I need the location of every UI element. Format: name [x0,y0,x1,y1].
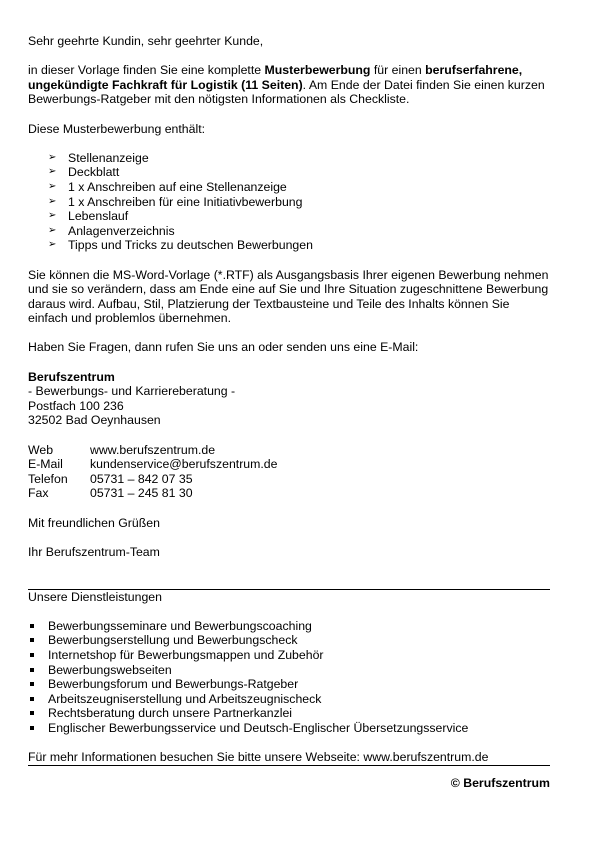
arrow-bullet-icon: ➢ [48,239,57,251]
contents-heading: Diese Musterbewerbung enthält: [28,121,206,136]
services-list-item [28,648,550,663]
square-bullet-icon [30,668,34,672]
intro-bold-2: berufserfahrene, ungekündigte Fachkraft für Logistik (11 Seiten) [28,63,523,92]
square-bullet-icon [30,711,34,715]
contents-item-label: Tipps und Tricks zu deutschen Bewerbungen [68,238,313,253]
contents-item-label: Anlagenverzeichnis [68,223,175,238]
questions-paragraph: Haben Sie Fragen, dann rufen Sie uns an oder senden uns eine E-Mail: [28,340,419,355]
contents-list-item [48,195,550,210]
services-list-item [28,706,550,721]
contents-list-item [48,151,550,166]
intro-text-1: in dieser Vorlage finden Sie eine komplette [28,63,265,78]
contact-value: www.berufszentrum.de [90,442,216,457]
copyright: © Berufszentrum [450,775,550,790]
intro-text-3: . Am Ende der Datei finden Sie einen kurzen Bewerbungs-Ratgeber mit den nötigsten Informationen als Checkliste. [28,77,545,107]
arrow-bullet-icon: ➢ [48,180,57,192]
services-list-item [28,677,550,692]
contact-row [28,457,550,472]
square-bullet-icon [30,653,34,657]
square-bullet-icon [30,726,34,730]
contact-label: Fax [28,486,49,501]
greeting: Sehr geehrte Kundin, sehr geehrter Kunde, [28,34,264,48]
company-city: 32502 Bad Oeynhausen [28,413,161,428]
contents-list-item [48,180,550,195]
document-page [28,34,550,790]
square-bullet-icon [30,697,34,701]
service-label: Rechtsberatung durch unsere Partnerkanzlei [48,706,293,721]
service-label: Bewerbungswebseiten [48,662,172,677]
more-info: Für mehr Informationen besuchen Sie bitte unsere Webseite: www.berufszentrum.de [28,750,489,765]
service-label: Bewerbungserstellung und Bewerbungscheck [48,633,298,648]
service-label: Bewerbungsseminare und Bewerbungscoaching [48,618,312,633]
company-address [28,370,550,428]
services-list-item [28,663,550,678]
signature: Ihr Berufszentrum-Team [28,544,160,559]
contents-list-item [48,165,550,180]
intro-bold-1: Musterbewerbung [264,63,371,78]
services-list-item [28,619,550,634]
arrow-bullet-icon: ➢ [48,210,57,222]
contact-block [28,443,550,501]
arrow-bullet-icon: ➢ [48,166,57,178]
contents-list-item [48,209,550,224]
contact-value: 05731 – 245 81 30 [90,486,193,501]
usage-paragraph: Sie können die MS-Word-Vorlage (*.RTF) als Ausgangsbasis Ihrer eigenen Bewerbung nehmen und sie so verändern, dass am Ende eine auf Sie und Ihre Situation zugeschnittene Bewerbung daraus wird. Aufbau, Stil, Platzierung der Textbausteine und Teile des Inhalts können Sie einfach und problemlos übernehmen. [28,267,549,326]
contents-item-label: Lebenslauf [68,209,129,224]
intro-text-2: für einen [370,63,426,78]
contents-item-label: Stellenanzeige [68,150,149,165]
contact-label: Web [28,442,54,457]
arrow-bullet-icon: ➢ [48,195,57,207]
square-bullet-icon [30,624,34,628]
services-heading: Unsere Dienstleistungen [28,589,162,604]
contact-value: kundenservice@berufszentrum.de [90,457,278,472]
contents-item-label: Deckblatt [68,165,120,180]
contact-row [28,486,550,501]
company-postbox: Postfach 100 236 [28,398,124,413]
service-label: Internetshop für Bewerbungsmappen und Zubehör [48,647,324,662]
company-tagline: - Bewerbungs- und Karriereberatung - [28,384,236,399]
services-list-item [28,721,550,736]
services-list-item [28,692,550,707]
service-label: Arbeitszeugniserstellung und Arbeitszeugnischeck [48,691,322,706]
contact-row [28,472,550,487]
contact-label: Telefon [28,471,68,486]
service-label: Bewerbungsforum und Bewerbungs-Ratgeber [48,677,299,692]
contents-item-label: 1 x Anschreiben für eine Initiativbewerbung [68,194,303,209]
contents-item-label: 1 x Anschreiben auf eine Stellenanzeige [68,179,287,194]
contact-row [28,443,550,458]
contents-list-item [48,238,550,253]
contact-value: 05731 – 842 07 35 [90,471,193,486]
company-name: Berufszentrum [28,369,115,384]
contents-list-item [48,224,550,239]
square-bullet-icon [30,638,34,642]
arrow-bullet-icon: ➢ [48,224,57,236]
contents-list [28,151,550,253]
services-list [28,619,550,736]
square-bullet-icon [30,682,34,686]
intro-paragraph [28,63,550,107]
contact-label: E-Mail [28,457,63,472]
closing: Mit freundlichen Grüßen [28,515,160,530]
service-label: Englischer Bewerbungsservice und Deutsch-Englischer Übersetzungsservice [48,720,469,735]
arrow-bullet-icon: ➢ [48,151,57,163]
services-list-item [28,633,550,648]
